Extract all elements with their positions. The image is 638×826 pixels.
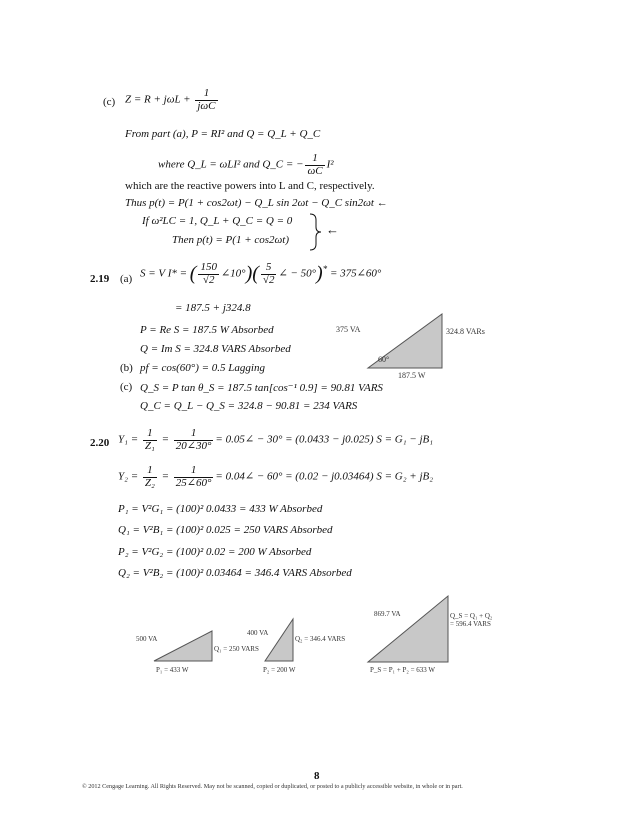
part-a-label: (a): [120, 273, 133, 285]
impedance-equation-text: Z = R + jωL +: [125, 93, 194, 106]
t219-side-label: 324.8 VARs: [446, 327, 485, 336]
rectangular-form: = 187.5 + j324.8: [175, 302, 251, 314]
impedance-equation: [125, 88, 220, 112]
q1-line: Q₁ = V²B₁ = (100)² 0.025 = 250 VARS Absorbed: [118, 524, 333, 536]
if-line: If ω²LC = 1, Q_L + Q_C = Q = 0: [142, 215, 293, 227]
svg-text:869.7 VA: 869.7 VA: [374, 610, 401, 618]
brace-arrow: ←: [326, 222, 339, 237]
p1-line: P₁ = V²G₁ = (100)² 0.0433 = 433 W Absorbed: [118, 503, 323, 515]
then-line: Then p(t) = P(1 + cos2ωt): [172, 234, 290, 246]
y1-equation: Y₁ = $\frac{1}{\text{Z₁}}$ = $\frac{1}{20\angle 30^\circ}$ = 0.05∠ − 30° = (0.0433 − j0.025) S = G₁ − jB₁: [118, 427, 434, 452]
qc-line: Q_C = Q_L − Q_S = 324.8 − 90.81 = 234 VARS: [140, 400, 358, 412]
part-c-label: (c): [103, 96, 116, 108]
svg-text:400 VA: 400 VA: [247, 629, 269, 637]
svg-text:Q₁ = 250 VARS: Q₁ = 250 VARS: [214, 645, 259, 653]
svg-text:P₂ = 200 W: P₂ = 200 W: [263, 666, 296, 674]
t219-base-label: 187.5 W: [398, 371, 426, 380]
p2-line: P₂ = V²G₂ = (100)² 0.02 = 200 W Absorbed: [118, 546, 312, 558]
power-triangle-2-19: [330, 312, 485, 380]
copyright-notice: © 2012 Cengage Learning. All Rights Reserved. May not be scanned, copied or duplicated, or posted to a publicly accessible website, in whole or in part.: [82, 783, 463, 790]
part-c2-label: (c): [120, 381, 133, 393]
t219-angle-label: 60°: [378, 355, 390, 364]
power-factor-line: pf = cos(60°) = 0.5 Lagging: [140, 362, 265, 374]
svg-text:P_S = P₁ + P₂ = 633 W: P_S = P₁ + P₂ = 633 W: [370, 666, 436, 674]
problem-2-19-number: 2.19: [90, 273, 110, 285]
power-triangle-2: [245, 615, 355, 677]
impedance-fraction: $\frac{1}{\text{jωC}}$: [197, 87, 216, 112]
svg-text:P₁ = 433 W: P₁ = 433 W: [156, 666, 189, 674]
svg-text:Q₂ = 346.4 VARS: Q₂ = 346.4 VARS: [295, 635, 346, 643]
thus-line: Thus p(t) = P(1 + cos2ωt) − Q_L sin 2ωt − Q_C sin2ωt ←: [125, 197, 388, 209]
from-part-a-line: From part (a), P = RI² and Q = Q_L + Q_C: [125, 128, 321, 140]
which-line: which are the reactive powers into L and C, respectively.: [125, 180, 375, 192]
where-line: where Q_L = ωLI² and Q_C = − $\frac{1}{\omega C}$ I²: [158, 152, 334, 177]
page-number: 8: [314, 770, 320, 782]
qs-line: Q_S = P tan θ_S = 187.5 tan[cos⁻¹ 0.9] = 90.81 VARS: [140, 382, 383, 394]
t219-hyp-label: 375 VA: [336, 325, 361, 334]
real-power-line: P = Re S = 187.5 W Absorbed: [140, 324, 274, 336]
reactive-power-line: Q = Im S = 324.8 VARS Absorbed: [140, 343, 291, 355]
q2-line: Q₂ = V²B₂ = (100)² 0.03464 = 346.4 VARS Absorbed: [118, 567, 352, 579]
problem-2-20-number: 2.20: [90, 437, 110, 449]
part-b-label: (b): [120, 362, 133, 374]
svg-text:Q_S = Q₁ + Q₂: Q_S = Q₁ + Q₂: [450, 612, 493, 620]
complex-power-equation: S = V I* = ( $\frac{150}{√2}$ ∠10°)( $\frac{5}{√2}$ ∠ − 50°)* = 375∠60°: [140, 261, 382, 286]
where-fraction: $\frac{1}{\omega C}$: [307, 152, 323, 177]
y2-equation: Y₂ = $\frac{1}{\text{Z₂}}$ = $\frac{1}{25\angle 60^\circ}$ = 0.04∠ − 60° = (0.02 − j0.03464) S = G₂ + jB₂: [118, 464, 434, 489]
svg-text:= 596.4 VARS: = 596.4 VARS: [450, 620, 491, 628]
svg-text:500 VA: 500 VA: [136, 635, 158, 643]
power-triangle-total: [362, 592, 512, 678]
